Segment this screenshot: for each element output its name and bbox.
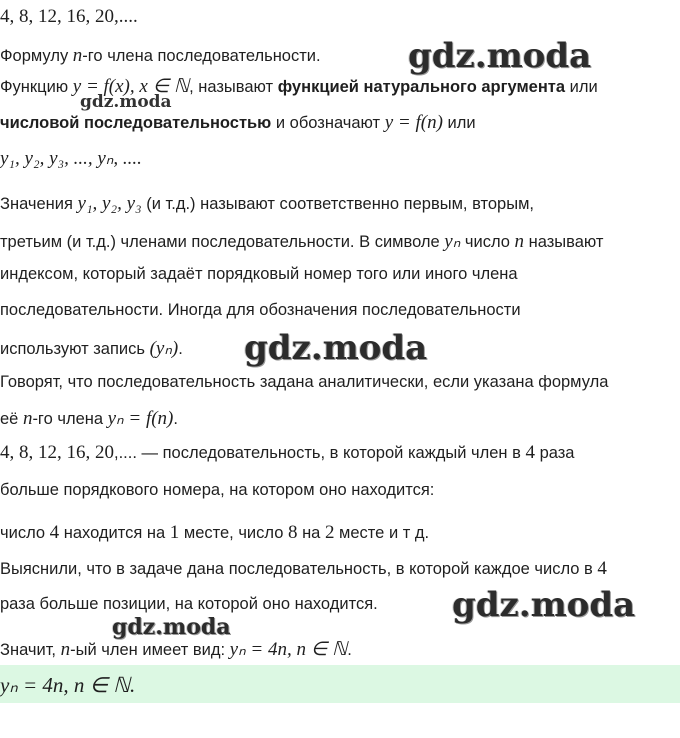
text-line-position: раза больше позиции, на которой оно находится. (0, 595, 378, 613)
text: , называют (189, 78, 278, 96)
watermark: gdz.moda (112, 614, 231, 640)
math-n: n (22, 408, 33, 429)
text-line-values (0, 193, 534, 215)
text: -ый член имеет вид: (70, 641, 230, 659)
text-line-sequence-desc (0, 442, 574, 464)
text: раза (534, 444, 575, 462)
text: называют (524, 233, 604, 251)
math-sequence-terms: y₁, y₂, y₃, ..., yₙ, .... (0, 148, 142, 169)
text: (и т.д.) называют соответственно первым, вторым, (141, 195, 535, 213)
text-line-nth-member (0, 407, 178, 430)
watermark: gdz.moda (244, 328, 428, 368)
text: число (0, 524, 50, 542)
text-line-found (0, 558, 607, 580)
text: или (565, 78, 598, 96)
math-8: 8 (287, 522, 298, 543)
watermark: gdz.moda (408, 36, 592, 76)
math-4: 4 (525, 442, 535, 463)
text: -го члена последовательности. (82, 47, 321, 65)
text: или (442, 114, 476, 132)
math-n: n (60, 639, 71, 660)
text: Выяснили, что в задаче дана последовательность, в которой каждое число в (0, 560, 598, 578)
text: Значит, (0, 641, 61, 659)
math-n: n (514, 231, 525, 252)
text-line-analytic: Говорят, что последовательность задана аналитически, если указана формула (0, 373, 609, 391)
text: месте и т д. (334, 524, 430, 542)
text: третьим (и т.д.) членами последовательности. В символе (0, 233, 445, 251)
text-line-notation: последовательности. Иногда для обозначения последовательности (0, 301, 521, 319)
text: Значения (0, 195, 78, 213)
term-number-sequence: числовой последовательностью (0, 114, 272, 132)
text: . (173, 410, 178, 428)
sequence-example: 4, 8, 12, 16, 20,.... (0, 6, 138, 27)
math-2: 2 (324, 522, 335, 543)
math-n: n (72, 45, 83, 66)
math-yn: yₙ (444, 231, 461, 252)
text: месте, число (179, 524, 288, 542)
math-4: 4 (49, 522, 60, 543)
math-y123: y₁, y₂, y₃ (77, 193, 142, 214)
text: используют запись (0, 340, 150, 358)
text: Функцию (0, 78, 73, 96)
math-function: y = f(x), x ∈ ℕ (72, 76, 190, 97)
text: и обозначают (271, 114, 385, 132)
text: её (0, 410, 23, 428)
text-line-sequence-def (0, 112, 476, 134)
math-yn-4n: yₙ = 4n, n ∈ ℕ (229, 639, 348, 660)
text-line-conclusion (0, 638, 352, 661)
text-line-record (0, 337, 183, 360)
math-yfn: y = f(n) (384, 112, 443, 133)
text-line-members (0, 230, 604, 253)
text: находится на (59, 524, 170, 542)
watermark: gdz.moda (80, 92, 172, 112)
text-line-formula (0, 45, 321, 67)
math-1: 1 (169, 522, 180, 543)
text: ,.... — последовательность, в которой каждый член в (114, 444, 526, 462)
math-yn-fn: yₙ = f(n) (107, 408, 174, 429)
watermark: gdz.moda (452, 585, 636, 625)
text: число (460, 233, 515, 251)
math-sequence: 4, 8, 12, 16, 20 (0, 442, 114, 463)
text: . (178, 340, 183, 358)
text: Формулу (0, 47, 73, 65)
math-yn-paren: (yₙ) (149, 338, 179, 359)
math-4: 4 (597, 558, 607, 579)
text-line-index: индексом, который задаёт порядковый номер того или иного члена (0, 265, 518, 283)
text-line-greater: больше порядкового номера, на котором оно находится: (0, 481, 435, 499)
text: -го члена (32, 410, 108, 428)
text: на (297, 524, 325, 542)
text-line-positions (0, 522, 429, 544)
answer-formula: yₙ = 4n, n ∈ ℕ. (0, 673, 136, 697)
term-natural-argument: функцией натурального аргумента (277, 78, 566, 96)
text: . (347, 641, 352, 659)
